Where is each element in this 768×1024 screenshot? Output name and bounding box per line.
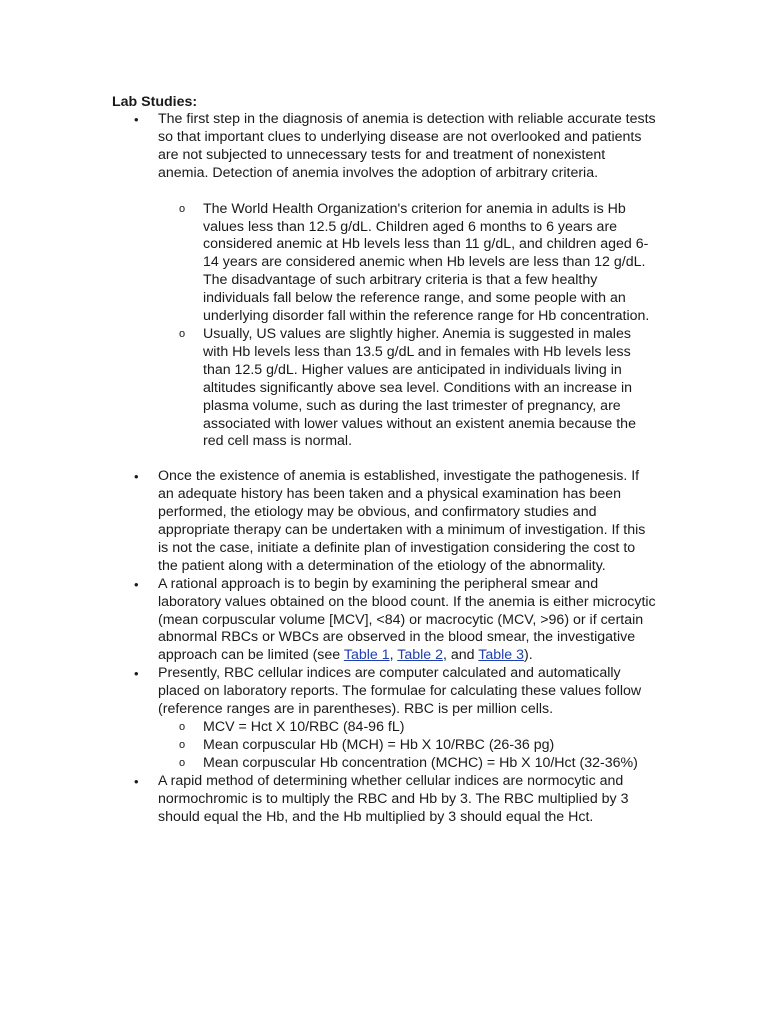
list-item <box>0 665 658 772</box>
sub-bullet-list <box>158 719 658 773</box>
list-item <box>0 773 658 827</box>
document-body <box>0 111 768 826</box>
table-3-link[interactable]: Table 3 <box>478 647 525 664</box>
sub-bullet-marker: o <box>179 738 186 751</box>
sub-list-item <box>158 755 658 773</box>
bullet-marker: • <box>134 666 139 682</box>
sub-bullet-marker: o <box>179 756 186 769</box>
list-item-text: Presently, RBC cellular indices are computer calculated and automatically placed on laboratory reports. The formulae for calculating these values follow (reference ranges are in parentheses). RBC is per million cells. <box>158 665 642 718</box>
sub-list-item-text: MCV = Hct X 10/RBC (84-96 fL) <box>203 719 405 735</box>
table-1-link[interactable]: Table 1 <box>343 647 390 664</box>
main-bullet-list <box>0 111 768 826</box>
sub-list-item-text: Mean corpuscular Hb concentration (MCHC) = Hb X 10/Hct (32-36%) <box>203 754 638 771</box>
list-item-text: A rapid method of determining whether cellular indices are normocytic and normochromic is to multiply the RBC and Hb by 3. The RBC multiplied by 3 should equal the Hb, and the Hb multiplied by 3 should equal the Hct. <box>158 772 629 825</box>
text-segment: A rational approach is to begin by examining the peripheral smear and laboratory values obtained on the blood count. If the anemia is either microcytic (mean corpuscular volume [MCV], <84) or macrocytic (MCV, >96) or if certain abnormal RBCs or WBCs are observed in the blood smear, the investigative approach can be limited (see <box>158 575 656 664</box>
list-item-text: The first step in the diagnosis of anemia is detection with reliable accurate tests so that important clues to underlying disease are not overlooked and patients are not subjected to unnecessary tests for and treatment of nonexistent anemia. Detection of anemia involves the adoption of arbitrary criteria. <box>158 111 656 181</box>
sub-list-item-text: The World Health Organization's criterion for anemia in adults is Hb values less than 12.5 g/dL. Children aged 6 months to 6 years are considered anemic at Hb levels less than 11 g/dL, and children aged 6-14 years are considered anemic when Hb levels are less than 12 g/dL. The disadvantage of such arbitrary criteria is that a few healthy individuals fall below the reference range, and some people with an underlying disorder fall within the reference range for Hb concentration. <box>203 200 650 325</box>
bullet-marker: • <box>134 773 139 789</box>
bullet-marker: • <box>134 469 139 485</box>
list-item-text: Once the existence of anemia is established, investigate the pathogenesis. If an adequate history has been taken and a physical examination has been performed, the etiology may be obvious, and confirmatory studies and appropriate therapy can be undertaken with a minimum of investigation. If this is not the case, initiate a definite plan of investigation considering the cost to the patient along with a determination of the etiology of the abnormality. <box>158 468 646 574</box>
list-item <box>0 111 658 468</box>
spacer <box>158 183 658 201</box>
sub-list-item-text: Usually, US values are slightly higher. Anemia is suggested in males with Hb levels less than 13.5 g/dL and in females with Hb levels less than 12.5 g/dL. Higher values are anticipated in individuals living in altitudes significantly above sea level. Conditions with an increase in plasma volume, such as during the last trimester of pregnancy, are associated with lower values without an existent anemia because the red cell mass is normal. <box>203 325 636 450</box>
sub-bullet-marker: o <box>179 202 186 215</box>
text-separator: , and <box>443 647 479 664</box>
sub-list-item <box>158 719 658 737</box>
list-item <box>0 468 658 575</box>
sub-bullet-marker: o <box>179 721 186 733</box>
bullet-marker: • <box>134 112 139 127</box>
sub-list-item <box>158 737 658 755</box>
list-item <box>0 576 658 666</box>
sub-bullet-list <box>158 201 658 452</box>
text-separator: , <box>389 647 398 664</box>
table-2-link[interactable]: Table 2 <box>397 647 444 664</box>
spacer <box>158 451 658 468</box>
sub-bullet-marker: o <box>179 327 186 340</box>
text-segment: ). <box>524 647 533 664</box>
bullet-marker: • <box>134 576 139 592</box>
sub-list-item <box>158 201 658 326</box>
sub-list-item-text: Mean corpuscular Hb (MCH) = Hb X 10/RBC (26-36 pg) <box>203 736 555 753</box>
list-item-text <box>158 576 658 666</box>
sub-list-item <box>158 326 658 451</box>
section-heading: Lab Studies: <box>112 94 198 110</box>
